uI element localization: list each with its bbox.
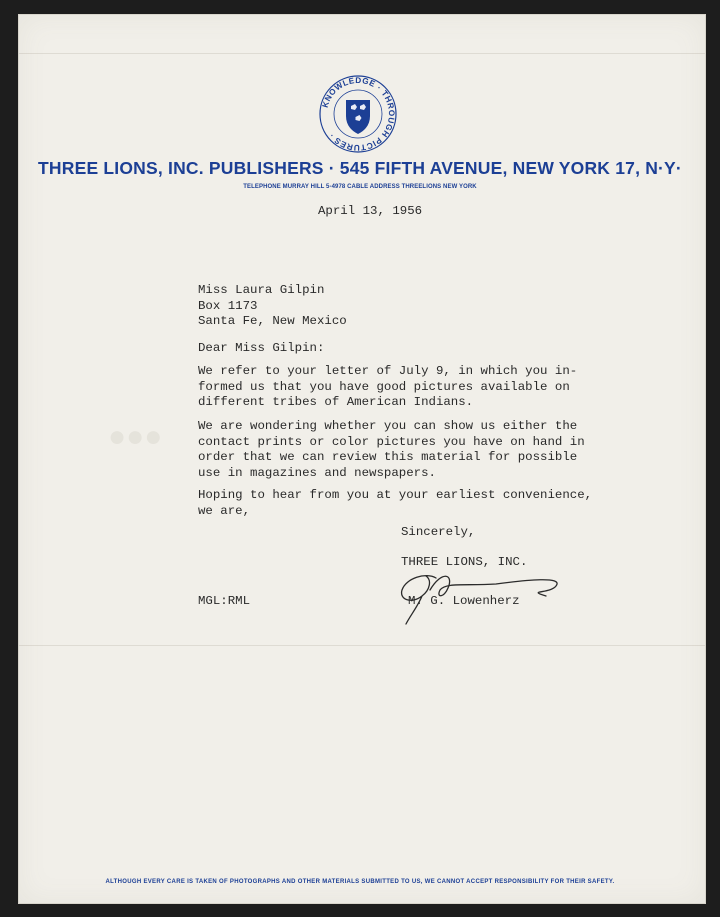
fold-line bbox=[19, 645, 705, 646]
company-signature-line: THREE LIONS, INC. bbox=[401, 555, 528, 569]
recipient-name: Miss Laura Gilpin bbox=[198, 283, 325, 297]
contact-line: TELEPHONE MURRAY HILL 5-4978 CABLE ADDRESS THREELIONS NEW YORK bbox=[243, 184, 477, 190]
recipient-box: Box 1173 bbox=[198, 298, 258, 313]
paragraph-line: We are wondering whether you can show us either the bbox=[198, 419, 578, 433]
paragraph-line: We refer to your letter of July 9, in which you in- bbox=[198, 364, 578, 378]
paragraph-line: order that we can review this material for possible bbox=[198, 450, 578, 464]
paragraph-line: contact prints or color pictures you have on hand in bbox=[198, 434, 585, 449]
company-letterhead: THREE LIONS, INC. PUBLISHERS · 545 FIFTH AVENUE, NEW YORK 17, N·Y· bbox=[38, 158, 682, 178]
salutation: Dear Miss Gilpin: bbox=[198, 341, 325, 355]
typist-initials: MGL:RML bbox=[198, 594, 251, 608]
liability-footer: ALTHOUGH EVERY CARE IS TAKEN OF PHOTOGRAPHS AND OTHER MATERIALS SUBMITTED TO US, WE CANNOT ACCEPT RESPONSIBILITY FOR THEIR SAFETY. bbox=[105, 879, 615, 885]
paragraph-line: use in magazines and newspapers. bbox=[198, 465, 436, 480]
paragraph-line: we are, bbox=[198, 503, 251, 518]
paragraph-line: different tribes of American Indians. bbox=[198, 395, 474, 409]
svg-text:KNOWLEDGE · THROUGH PICTURES ·: KNOWLEDGE · THROUGH PICTURES · bbox=[320, 75, 397, 153]
company-seal-logo bbox=[318, 74, 398, 154]
paragraph-line: Hoping to hear from you at your earliest convenience, bbox=[198, 488, 593, 502]
paragraph-line: formed us that you have good pictures available on bbox=[198, 379, 570, 394]
bleed-through-mark: ●●● bbox=[108, 420, 163, 453]
closing: Sincerely, bbox=[401, 525, 476, 539]
letter-date: April 13, 1956 bbox=[318, 204, 423, 218]
fold-line bbox=[19, 53, 705, 54]
signer-name: M. G. Lowenherz bbox=[408, 594, 520, 608]
recipient-city: Santa Fe, New Mexico bbox=[198, 314, 347, 328]
